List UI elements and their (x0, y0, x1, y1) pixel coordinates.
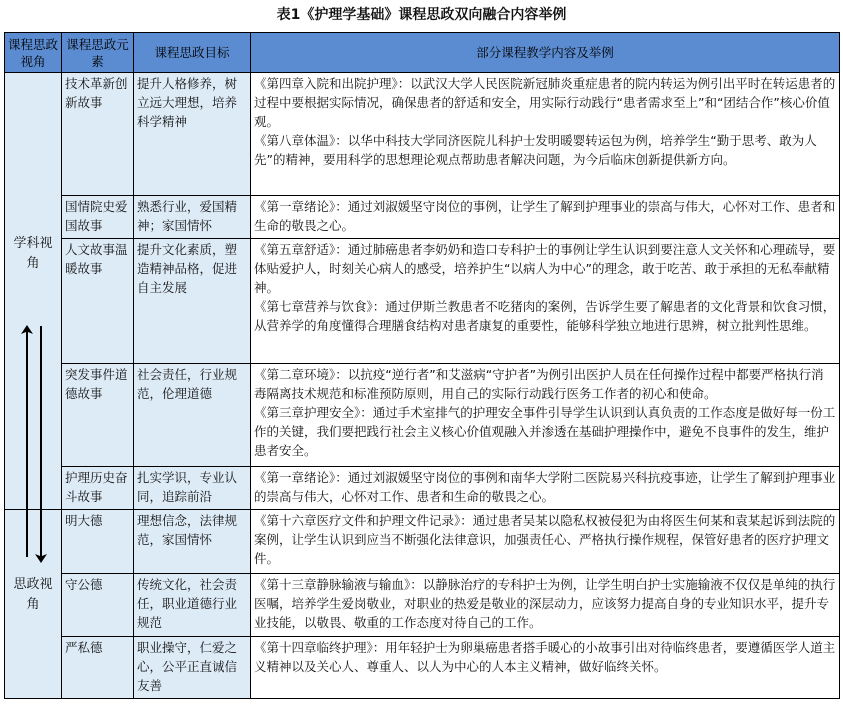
table-title: 表1《护理学基础》课程思政双向融合内容举例 (276, 7, 567, 23)
table-row (5, 466, 840, 509)
goal-cell: 传统文化，社会责任，职业道德行业规范 (134, 574, 251, 637)
arrow-line-left (26, 332, 28, 557)
example-text: 《第十六章医疗文件和护理文件记录》：通过患者吴某以隐私权被侵犯为由将医生何某和袁某起诉到法院的案例，让学生认识到应当不断强化法律意识，加强责任心、严格执行操作规程，保管好患者的医疗护理文件。 (254, 513, 836, 566)
perspective-subject-label: 学科视角 (13, 236, 53, 271)
content-cell (251, 510, 840, 574)
example-text: 《第十三章静脉输液与输血》：以静脉治疗的专科护士为例，让学生明白护士实施输液不仅仅是单纯的执行医嘱，培养学生爱岗敬业，对职业的热爱是敬业的深层动力，应该努力提高自身的专业知识水平，提升专业技能，以敬畏、敬重的工作态度对待自己的工作。 (254, 577, 836, 631)
content-cell (251, 73, 840, 196)
example-text: 《第二章环境》：以抗疫“逆行者”和艾滋病“守护者”为例引出医护人员在任何操作过程中都要严格执行消毒隔离技术规范和标准预防原则，用自己的实际行动践行医务工作者的初心和使命。 (254, 366, 824, 401)
content-cell (251, 637, 840, 699)
element-cell: 人文故事温暖故事 (62, 239, 134, 364)
example-text: 《第一章绪论》：通过刘淑媛坚守岗位的事例和南华大学附二医院易兴科抗疫事迹，让学生了解到护理事业的崇高与伟大，心怀对工作、患者和生命的敬畏之心。 (254, 469, 836, 504)
goal-cell: 熟悉行业，爱国精神；家国情怀 (134, 195, 251, 238)
example-text: 《第三章护理安全》：通过手术室排气的护理安全事件引导学生认识到认真负责的工作态度是做好每一份工作的关键，我们要把践行社会主义核心价值观融入并渗透在基础护理操作中，避免不良事件的发生，维护患者安全。 (254, 404, 836, 458)
content-cell (251, 574, 840, 637)
goal-cell: 提升人格修养，树立远大理想，培养科学精神 (134, 73, 251, 196)
element-cell: 国情院史爱国故事 (62, 195, 134, 238)
table-row (5, 73, 840, 196)
table-row (5, 239, 840, 364)
header-content: 部分课程教学内容及举例 (251, 33, 840, 73)
element-cell: 技术革新创新故事 (62, 73, 134, 196)
header-goal: 课程思政目标 (134, 33, 251, 73)
element-cell: 护理历史奋斗故事 (62, 466, 134, 509)
example-text: 《第七章营养与饮食》：通过伊斯兰教患者不吃猪肉的案例，告诉学生要了解患者的文化背景和饮食习惯，从营养学的角度懂得合理膳食结构对患者康复的重要性，能够科学独立地进行思辨，树立批判性思维。 (254, 299, 836, 334)
goal-cell: 提升文化素质，塑造精神品格，促进自主发展 (134, 239, 251, 364)
goal-cell: 理想信念，法律规范，家国情怀 (134, 510, 251, 574)
content-cell (251, 466, 840, 509)
table-row (5, 574, 840, 637)
bidirectional-arrow (4, 322, 61, 562)
example-text: 《第五章舒适》：通过肺癌患者李奶奶和造口专科护士的事例让学生认识到要注意人文关怀和心理疏导，要体贴爱护人，时刻关心病人的感受，培养护生“以病人为中心”的理念，敢于吃苦、敢于承担的无私奉献精神。 (254, 242, 836, 296)
content-cell (251, 363, 840, 466)
example-text: 《第八章体温》：以华中科技大学同济医院儿科护士发明暖婴转运包为例，培养学生“勤于思考、敢为人先”的精神，要用科学的思想理论观点帮助患者解决问题，为今后临床创新提供新方向。 (254, 133, 817, 167)
header-perspective: 课程思政视角 (5, 33, 62, 73)
arrow-line-right (40, 326, 42, 551)
goal-cell: 职业操守，仁爱之心，公平正直诚信友善 (134, 637, 251, 699)
table-row (5, 363, 840, 466)
perspective-ideology-label: 思政视角 (13, 577, 53, 612)
element-cell: 明大德 (62, 510, 134, 574)
table-row (5, 510, 840, 574)
example-text: 《第一章绪论》：通过刘淑媛坚守岗位的事例，让学生了解到护理事业的崇高与伟大，心怀对工作、患者和生命的敬畏之心。 (254, 198, 836, 233)
content-cell (251, 195, 840, 238)
element-cell: 严私德 (62, 637, 134, 699)
content-cell (251, 239, 840, 364)
element-cell: 突发事件道德故事 (62, 363, 134, 466)
table-row (5, 637, 840, 699)
goal-cell: 扎实学识，专业认同，追踪前沿 (134, 466, 251, 509)
header-element: 课程思政元素 (62, 33, 134, 73)
header-row (5, 33, 840, 73)
element-cell: 守公德 (62, 574, 134, 637)
content-table (4, 32, 840, 699)
example-text: 《第四章入院和出院护理》：以武汉大学人民医院新冠肺炎重症患者的院内转运为例引出平时在转运患者的过程中要根据实际情况，确保患者的舒适和安全，用实际行动践行“患者需求至上”和“团结合作”核心价值观。 (254, 76, 836, 129)
goal-cell: 社会责任，行业规范，伦理道德 (134, 363, 251, 466)
example-text: 《第十四章临终护理》：用年轻护士为卵巢癌患者搭手暖心的小故事引出对待临终患者，要遵循医学人道主义精神以及关心人、尊重人、以人为中心的人本主义精神，做好临终关怀。 (254, 640, 836, 675)
table-row (5, 195, 840, 238)
